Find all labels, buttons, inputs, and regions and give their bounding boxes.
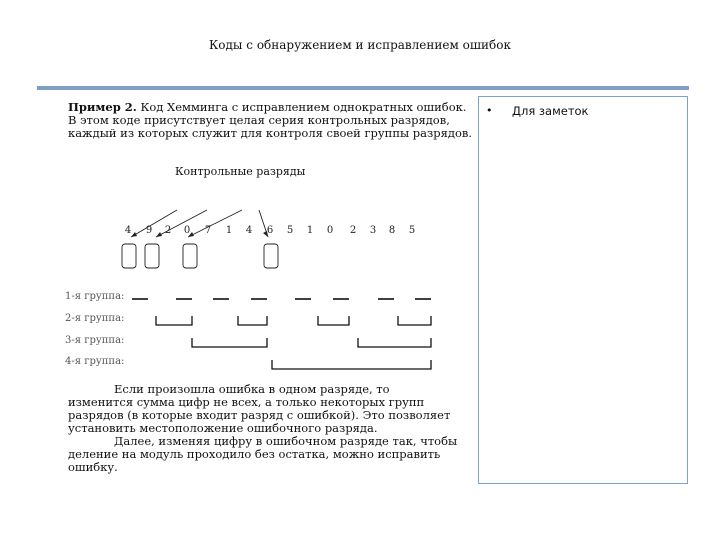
digit: 9 [145, 225, 153, 236]
lead-bold: Пример 2. [68, 100, 137, 114]
group2-bracket [398, 316, 431, 325]
digit: 7 [204, 225, 212, 236]
group2-bracket [238, 316, 267, 325]
paragraph-2: Далее, изменяя цифру в ошибочном разряде так, чтобы деление на модуль проходило без остатка, можно исправить ошибку. [68, 434, 458, 474]
group3-bracket [358, 338, 431, 347]
group2-bracket [318, 316, 349, 325]
notes-panel[interactable] [478, 96, 688, 484]
arrow [188, 210, 242, 237]
digit: 6 [266, 225, 274, 236]
digit: 4 [245, 225, 253, 236]
group2-bracket [156, 316, 192, 325]
group-label: 1-я группа: [65, 291, 125, 302]
group-label: 2-я группа: [65, 313, 125, 324]
group4-bracket [272, 360, 431, 369]
bullet-icon: • [486, 104, 493, 117]
group-label: 4-я группа: [65, 356, 125, 367]
lead-paragraph [68, 101, 473, 140]
digit: 8 [388, 225, 396, 236]
digit: 4 [124, 225, 132, 236]
arrow-head [156, 232, 162, 237]
digit: 2 [164, 225, 172, 236]
digit: 0 [326, 225, 334, 236]
control-bit-box [145, 244, 159, 268]
lead-text: Код Хемминга с исправлением однократных ошибок. В этом коде присутствует целая серия контрольных разрядов, каждый из которых служит для контроля своей группы разрядов. [68, 100, 473, 140]
digit: 1 [225, 225, 233, 236]
main-text [68, 101, 473, 140]
digit: 5 [408, 225, 416, 236]
digit: 1 [306, 225, 314, 236]
digit: 5 [286, 225, 294, 236]
arrow-head [131, 232, 137, 237]
group3-bracket [192, 338, 267, 347]
digit: 3 [369, 225, 377, 236]
digit: 2 [349, 225, 357, 236]
digit: 0 [183, 225, 191, 236]
arrow [156, 210, 207, 237]
control-bit-box [122, 244, 136, 268]
hamming-diagram [62, 200, 462, 375]
slide-title: Коды с обнаружением и исправлением ошибок [209, 38, 511, 52]
control-bit-box [183, 244, 197, 268]
control-bit-box [264, 244, 278, 268]
header-divider [37, 86, 689, 90]
control-bits-label: Контрольные разряды [175, 165, 306, 178]
notes-label: Для заметок [512, 104, 589, 118]
explanation-text [68, 383, 458, 474]
group-label: 3-я группа: [65, 335, 125, 346]
paragraph-1: Если произошла ошибка в одном разряде, то изменится сумма цифр не всех, а только некоторых групп разрядов (в которые входит разряд с ошибкой). Это позволяет установить местоположение ошибочного разряда. [68, 382, 451, 435]
